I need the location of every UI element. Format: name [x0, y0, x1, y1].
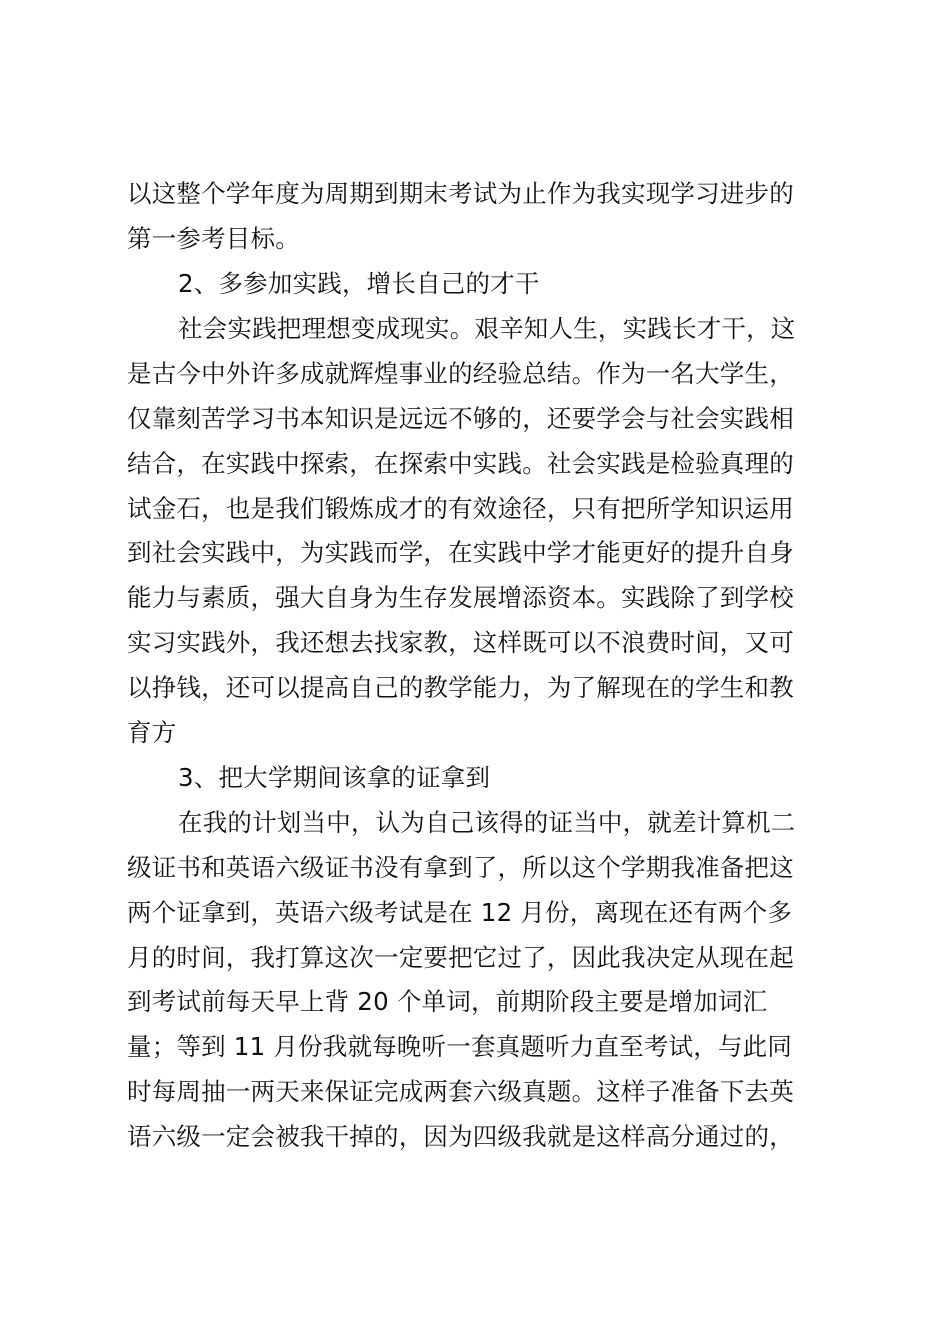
text-line: 量；等到 11 月份我就每晚听一套真题听力直至考试，与此同 — [127, 1032, 793, 1061]
text-line: 级证书和英语六级证书没有拿到了，所以这个学期我准备把这 — [127, 853, 794, 882]
text-line: 仅靠刻苦学习书本知识是远远不够的，还要学会与社会实践相 — [127, 404, 794, 433]
text-line: 试金石，也是我们锻炼成才的有效途径，只有把所学知识运用 — [127, 494, 794, 523]
text-line: 第一参考目标。 — [127, 224, 300, 253]
text-line: 两个证拿到，英语六级考试是在 12 月份，离现在还有两个多 — [127, 898, 793, 927]
text-line: 以挣钱，还可以提高自己的教学能力，为了解现在的学生和教 — [127, 673, 794, 702]
text-line: 时每周抽一两天来保证完成两套六级真题。这样子准备下去英 — [127, 1077, 794, 1106]
section-heading: 2、多参加实践，增长自己的才干 — [178, 269, 540, 298]
section-heading: 3、把大学期间该拿的证拿到 — [178, 763, 491, 792]
text-line: 能力与素质，强大自身为生存发展增添资本。实践除了到学校 — [127, 583, 794, 612]
text-line: 语六级一定会被我干掉的，因为四级我就是这样高分通过的， — [127, 1122, 794, 1151]
text-line: 育方 — [127, 718, 177, 747]
text-line: 到考试前每天早上背 20 个单词，前期阶段主要是增加词汇 — [127, 987, 768, 1016]
text-line: 实习实践外，我还想去找家教，这样既可以不浪费时间，又可 — [127, 628, 794, 657]
text-line: 到社会实践中，为实践而学，在实践中学才能更好的提升自身 — [127, 538, 794, 567]
text-line: 在我的计划当中，认为自己该得的证当中，就差计算机二 — [178, 808, 796, 837]
text-line: 社会实践把理想变成现实。艰辛知人生，实践长才干，这 — [178, 314, 796, 343]
text-line: 月的时间，我打算这次一定要把它过了，因此我决定从现在起 — [127, 943, 794, 972]
text-line: 以这整个学年度为周期到期末考试为止作为我实现学习进步的 — [127, 179, 794, 208]
text-line: 是古今中外许多成就辉煌事业的经验总结。作为一名大学生， — [127, 359, 794, 388]
text-line: 结合，在实践中探索，在探索中实践。社会实践是检验真理的 — [127, 449, 794, 478]
